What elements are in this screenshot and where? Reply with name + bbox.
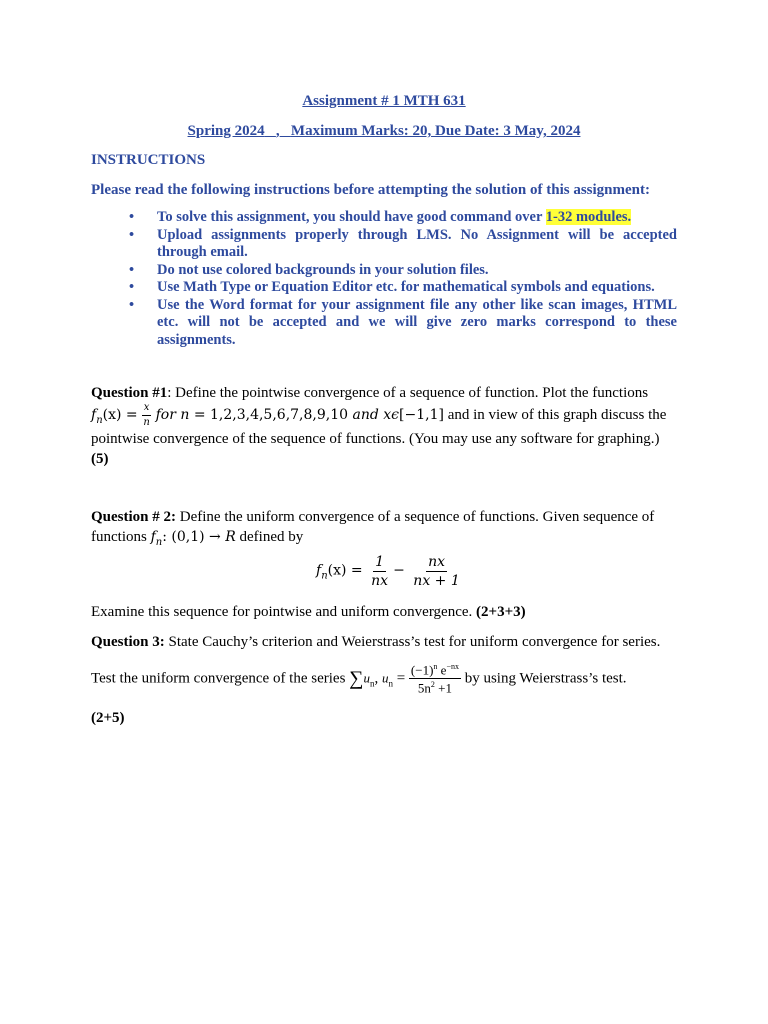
question-2-equation: $f_n(x)$ = $\frac{1}{nx}$ − $\frac{nx}{nx + 1}$: [316, 554, 460, 589]
bullet-icon: •: [129, 296, 135, 313]
bullet-icon: •: [129, 209, 135, 225]
question-3-line-2: Test the uniform convergence of the series $\sum u_n$, $u_n$ = $\frac{(-1)^n e^{-nx}}{5n^2 +1}$ by using Weierstrass’s test.: [91, 662, 627, 696]
summation-icon: ∑: [349, 667, 364, 690]
bullet-icon: •: [129, 279, 135, 295]
instruction-item: • Use the Word format for your assignment file any other like scan images, HTML etc. will not be accepted and we will give zero marks correspond to these assignments.: [129, 296, 677, 348]
question-1-marks: (5): [91, 451, 109, 467]
question-1-line-1: Question #1: Define the pointwise convergence of a sequence of function. Plot the functions: [91, 385, 649, 401]
marks-and-due-date: Maximum Marks: 20, Due Date: 3 May, 2024: [290, 123, 581, 139]
question-3-marks: (2+5): [91, 710, 125, 726]
instruction-item: • To solve this assignment, you should have good command over 1-32 modules.: [129, 209, 632, 225]
instructions-heading: INSTRUCTIONS: [91, 152, 206, 168]
question-3-line-1: Question 3: State Cauchy’s criterion and Weierstrass’s test for uniform convergence for series.: [91, 634, 661, 650]
instruction-item: • Upload assignments properly through LMS. No Assignment will be accepted through email.: [129, 226, 677, 260]
question-2-label: Question # 2:: [91, 509, 177, 525]
instruction-item: • Use Math Type or Equation Editor etc. for mathematical symbols and equations.: [129, 279, 655, 295]
function-f: f: [91, 406, 97, 423]
question-2-line-1: Question # 2: Define the uniform convergence of a sequence of functions. Given sequence of: [91, 509, 655, 525]
subtitle-separator: ,: [275, 123, 280, 139]
question-1-label: Question #1: [91, 385, 168, 401]
assignment-subtitle: [0, 123, 768, 140]
term-label: Spring 2024: [187, 123, 265, 139]
one-over-nx-fraction: $\frac{1}{nx}$: [371, 554, 389, 589]
instructions-intro: Please read the following instructions before attempting the solution of this assignment:: [91, 182, 651, 198]
highlighted-modules: 1-32 modules.: [545, 209, 632, 225]
instruction-item: • Do not use colored backgrounds in your solution files.: [129, 261, 489, 278]
question-1-line-2: $f_n(x)$ = $\frac{x}{n}$ for n = 1,2,3,4,5,6,7,8,9,10 and xϵ[−1,1] and in view of this graph discuss the: [91, 402, 667, 428]
nx-over-nx-plus-1-fraction: $\frac{nx}{nx + 1}$: [413, 554, 460, 589]
instructions-list: [110, 209, 677, 349]
bullet-icon: •: [129, 261, 135, 278]
series-term-fraction: $\frac{(-1)^n e^{-nx}}{5n^2 +1}$: [410, 662, 459, 696]
question-2-line-2: functions $f_n$: (0,1) → R defined by: [91, 529, 304, 548]
bullet-icon: •: [129, 226, 135, 243]
assignment-title: Assignment # 1 MTH 631: [302, 93, 466, 109]
x-over-n-fraction: $\frac{x}{n}$: [143, 402, 150, 428]
question-2-marks: (2+3+3): [476, 604, 526, 620]
question-2-line-3: Examine this sequence for pointwise and uniform convergence. (2+3+3): [91, 604, 526, 620]
question-3-label: Question 3:: [91, 634, 165, 650]
question-1-line-3: pointwise convergence of the sequence of functions. (You may use any software for graphing.): [91, 431, 660, 447]
